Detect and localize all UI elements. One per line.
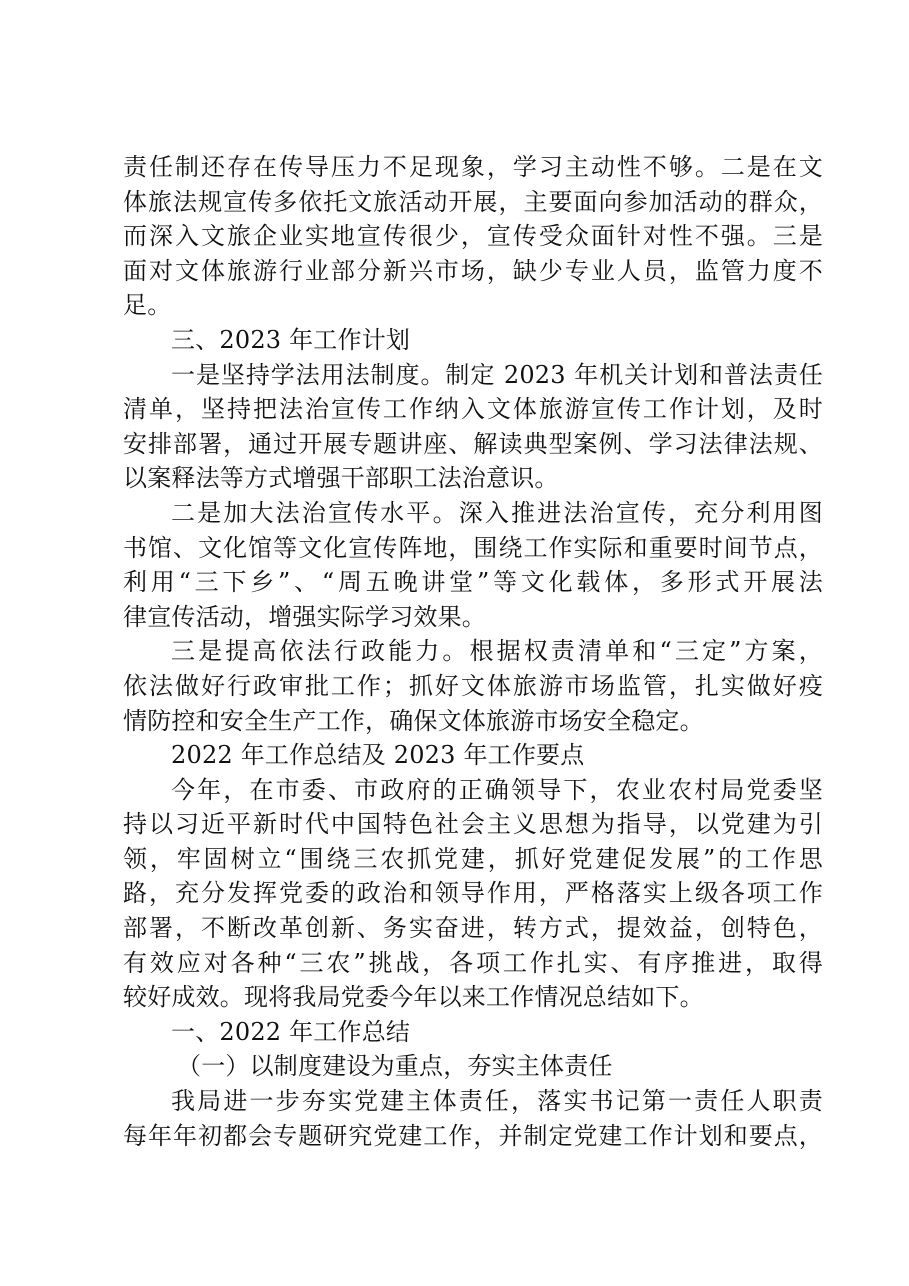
- paragraph-line: 部署，不断改革创新、务实奋进，转方式，提效益，创特色，: [123, 914, 823, 943]
- paragraph-line: 每年年初都会专题研究党建工作，并制定党建工作计划和要点，: [123, 1121, 823, 1150]
- paragraph-line: 路，充分发挥党委的政治和领导作用，严格落实上级各项工作: [123, 879, 823, 908]
- paragraph-line: 书馆、文化馆等文化宣传阵地，围绕工作实际和重要时间节点，: [123, 533, 823, 562]
- paragraph-line: 安排部署，通过开展专题讲座、解读典型案例、学习法律法规、: [123, 429, 823, 458]
- section-heading: 一、2022 年工作总结: [171, 1017, 411, 1046]
- paragraph-line: 足。: [123, 291, 172, 320]
- paragraph-line: 持以习近平新时代中国特色社会主义思想为指导，以党建为引: [123, 810, 823, 839]
- paragraph-line: 面对文体旅游行业部分新兴市场，缺少专业人员，监管力度不: [123, 256, 823, 285]
- paragraph-line: 而深入文旅企业实地宣传很少，宣传受众面针对性不强。三是: [123, 222, 823, 251]
- paragraph-line: 利用“三下乡”、“周五晚讲堂”等文化载体，多形式开展法: [123, 568, 823, 597]
- paragraph-line: 清单，坚持把法治宣传工作纳入文体旅游宣传工作计划，及时: [123, 395, 823, 424]
- section-heading: 三、2023 年工作计划: [171, 325, 411, 354]
- paragraph-line: 体旅法规宣传多依托文旅活动开展，主要面向参加活动的群众，: [123, 187, 823, 216]
- paragraph-line: 二是加大法治宣传水平。深入推进法治宣传，充分利用图: [171, 498, 823, 527]
- paragraph-line: 依法做好行政审批工作；抓好文体旅游市场监管，扎实做好疫: [123, 671, 823, 700]
- subsection-heading: （一）以制度建设为重点，夯实主体责任: [177, 1052, 613, 1081]
- paragraph-line: 情防控和安全生产工作，确保文体旅游市场安全稳定。: [123, 706, 704, 735]
- document-body: [123, 150, 823, 1153]
- paragraph-line: 以案释法等方式增强干部职工法治意识。: [123, 464, 559, 493]
- paragraph-line: 我局进一步夯实党建主体责任，落实书记第一责任人职责: [171, 1087, 823, 1116]
- paragraph-line: 一是坚持学法用法制度。制定 2023 年机关计划和普法责任: [171, 360, 823, 389]
- document-title: 2022 年工作总结及 2023 年工作要点: [171, 741, 585, 770]
- paragraph-line: 领，牢固树立“围绕三农抓党建，抓好党建促发展”的工作思: [123, 844, 823, 873]
- paragraph-line: 责任制还存在传导压力不足现象，学习主动性不够。二是在文: [123, 153, 823, 181]
- paragraph-line: 今年，在市委、市政府的正确领导下，农业农村局党委坚: [171, 775, 823, 804]
- paragraph-line: 律宣传活动，增强实际学习效果。: [123, 602, 486, 631]
- paragraph-line: 较好成效。现将我局党委今年以来工作情况总结如下。: [123, 983, 704, 1012]
- paragraph-line: 三是提高依法行政能力。根据权责清单和“三定”方案，: [171, 637, 823, 666]
- paragraph-line: 有效应对各种“三农”挑战，各项工作扎实、有序推进，取得: [123, 948, 823, 977]
